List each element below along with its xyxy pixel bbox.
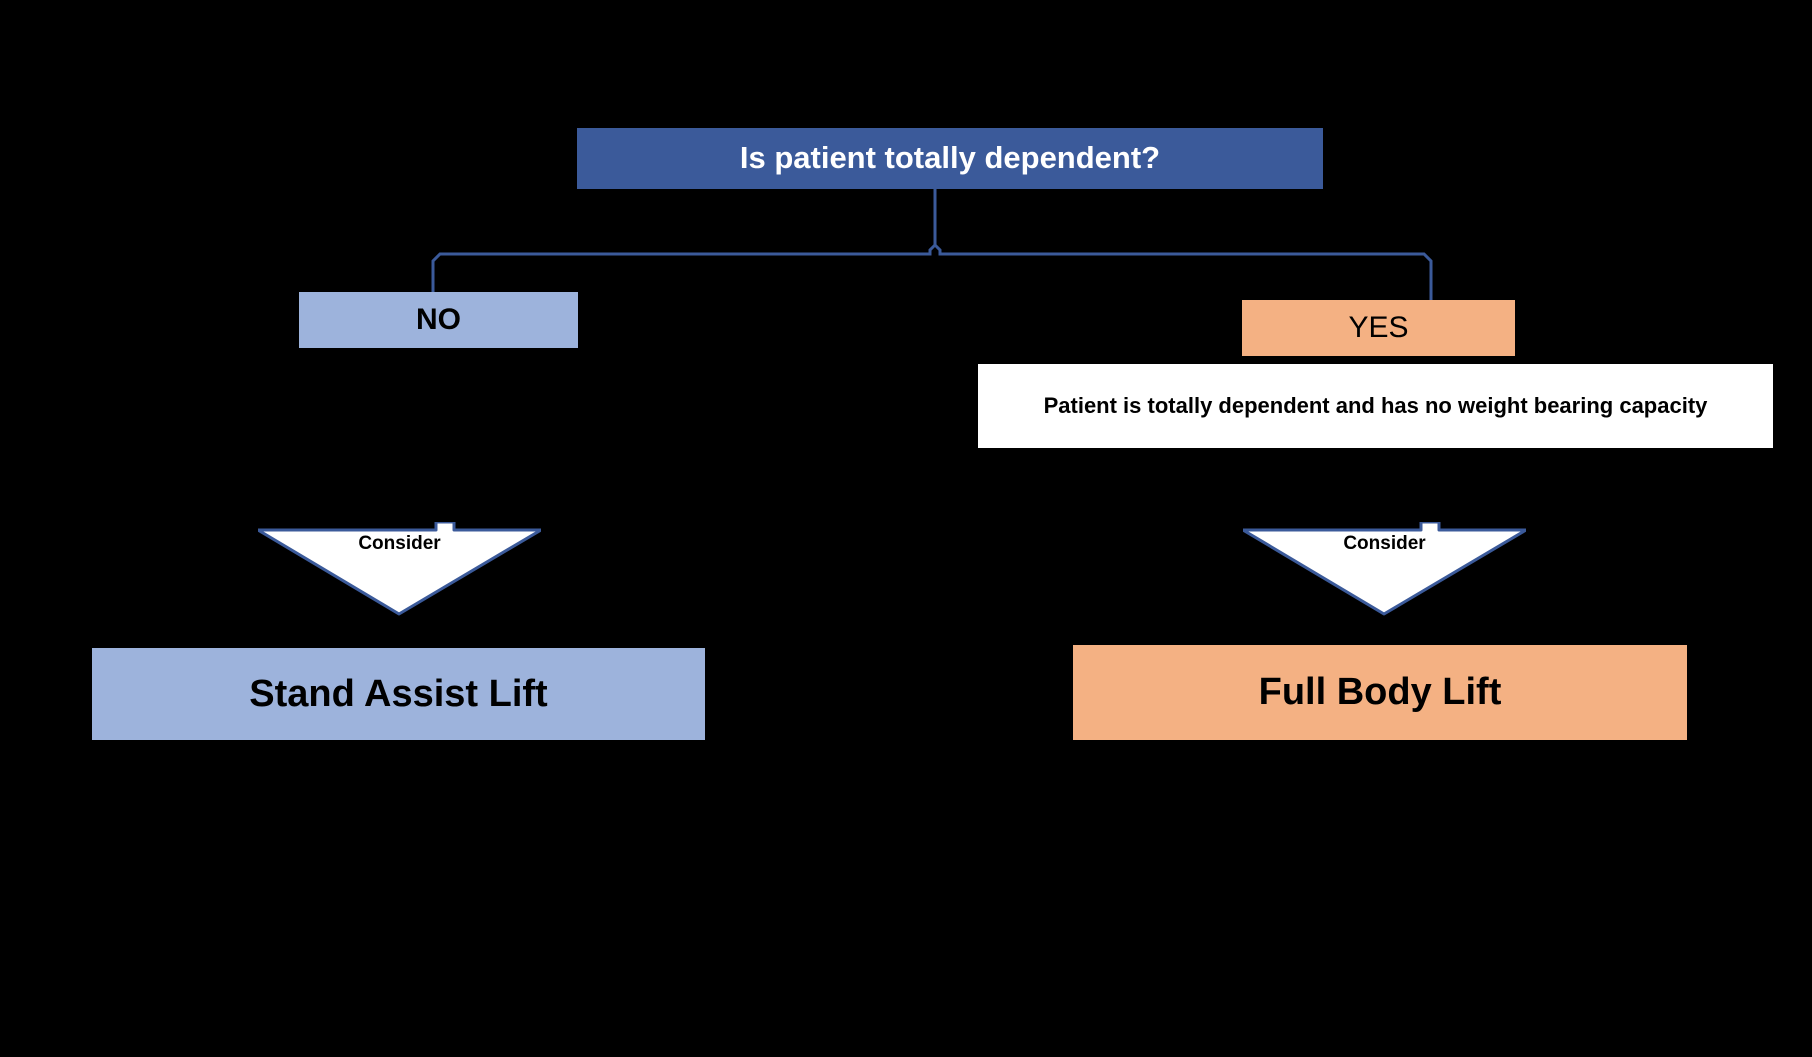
outcome-stand-assist-lift: Stand Assist Lift	[92, 648, 705, 740]
outcome-full-body-lift: Full Body Lift	[1073, 645, 1687, 740]
arrow-right-label: Consider	[1343, 533, 1426, 554]
branch-label-yes: YES	[1242, 300, 1515, 356]
down-arrow-right	[1243, 522, 1526, 618]
arrow-left-label: Consider	[358, 533, 441, 554]
yes-description-note: Patient is totally dependent and has no weight bearing capacity	[978, 364, 1773, 448]
down-arrow-left	[258, 522, 541, 618]
branch-label-no: NO	[299, 292, 578, 348]
root-question-box: Is patient totally dependent?	[577, 128, 1323, 189]
